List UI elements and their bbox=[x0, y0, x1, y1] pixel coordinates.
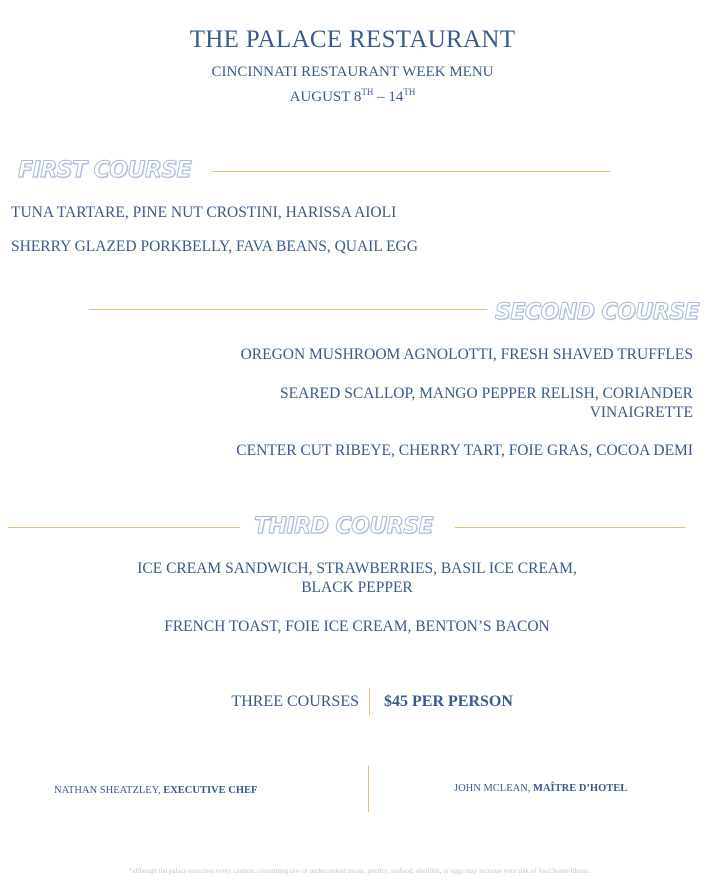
maitre-name: JOHN MCLEAN, bbox=[454, 783, 534, 794]
chef-title: EXECUTIVE CHEF bbox=[163, 785, 258, 796]
third-course-item-1: ICE CREAM SANDWICH, STRAWBERRIES, BASIL ICE CREAM, bbox=[137, 560, 577, 577]
first-course-item-2: SHERRY GLAZED PORKBELLY, FAVA BEANS, QUAIL EGG bbox=[11, 238, 418, 255]
three-courses-label: THREE COURSES bbox=[231, 693, 359, 710]
dates-end-suffix: TH bbox=[403, 87, 416, 97]
first-course-item-1: TUNA TARTARE, PINE NUT CROSTINI, HARISSA AIOLI bbox=[11, 204, 397, 221]
maitre-title: MAÎTRE D’HOTEL bbox=[533, 783, 628, 794]
third-course-rule-left bbox=[8, 527, 240, 528]
third-course-item-2: FRENCH TOAST, FOIE ICE CREAM, BENTON’S BACON bbox=[164, 618, 550, 635]
dates-end: – 14 bbox=[373, 89, 404, 105]
menu-dates bbox=[0, 89, 705, 106]
restaurant-title: THE PALACE RESTAURANT bbox=[189, 26, 516, 53]
staff-divider bbox=[368, 766, 369, 812]
chef-name: NATHAN SHEATZLEY, bbox=[54, 785, 164, 796]
second-course-item-1: OREGON MUSHROOM AGNOLOTTI, FRESH SHAVED TRUFFLES bbox=[240, 346, 693, 363]
dates-start-suffix: TH bbox=[361, 87, 374, 97]
second-course-item-2-cont: VINAIGRETTE bbox=[589, 404, 693, 421]
second-course-item-2: SEARED SCALLOP, MANGO PEPPER RELISH, CORIANDER bbox=[280, 385, 693, 402]
second-course-heading: SECOND COURSE bbox=[495, 300, 700, 325]
third-course-rule-right bbox=[455, 527, 685, 528]
executive-chef bbox=[54, 785, 257, 796]
food-safety-disclaimer: *although the palace exercises every caution, consuming raw or undercooked meats, poultry, seafood, shellfish, or eggs may increase your risk of food borne illness. bbox=[128, 867, 591, 875]
third-course-heading: THIRD COURSE bbox=[254, 514, 433, 539]
maitre-d-hotel bbox=[454, 783, 627, 794]
dates-start: AUGUST 8 bbox=[289, 89, 362, 105]
menu-subtitle: CINCINNATI RESTAURANT WEEK MENU bbox=[211, 64, 494, 80]
second-course-item-3: CENTER CUT RIBEYE, CHERRY TART, FOIE GRAS, COCOA DEMI bbox=[236, 442, 693, 459]
first-course-rule bbox=[212, 171, 610, 172]
price-per-person: $45 PER PERSON bbox=[384, 693, 513, 710]
second-course-rule bbox=[89, 309, 487, 310]
third-course-item-1-cont: BLACK PEPPER bbox=[301, 579, 413, 596]
first-course-heading: FIRST COURSE bbox=[18, 158, 192, 183]
pricing-divider bbox=[369, 689, 370, 715]
